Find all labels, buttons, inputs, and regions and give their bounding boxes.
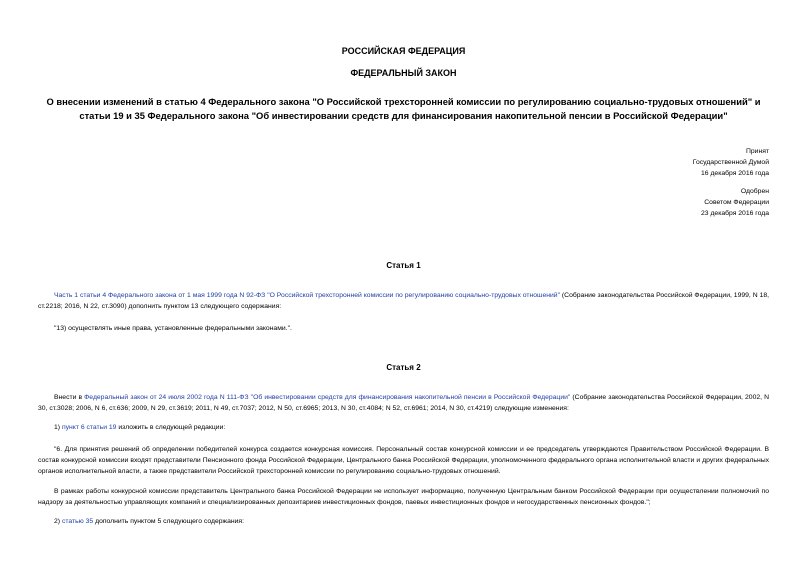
link-law-111fz[interactable]: Федеральный закон от 24 июля 2002 года N 111-ФЗ "Об инвестировании средств для финансирования накопительной пенсии в Российской Федерации" — [84, 394, 571, 401]
adoption-duma-date: 16 декабря 2016 года — [701, 170, 769, 177]
adoption-council-line: Одобрен — [740, 188, 769, 195]
article-1-heading: Статья 1 — [386, 261, 421, 270]
item-2-number: 2) — [54, 518, 62, 525]
title-link-article19: статьи 19 — [79, 110, 124, 121]
adoption-federation-council — [569, 186, 769, 219]
article-1-paragraph-1 — [38, 290, 769, 312]
article-2-heading: Статья 2 — [386, 363, 421, 372]
article-2-item-1 — [38, 422, 769, 433]
title-text-1: О внесении изменений в — [46, 96, 165, 107]
article-2-quoted-point-6: "6. Для принятия решений об определении победителей конкурса создается конкурсная комиссия. Персональный состав конкурсной комиссии и ее председатель утверждаются Правительством Российской Федерации. В состав конкурсной комиссии входят представители Пенсионного фонда Российской Федерации, Центрального банка Российской Федерации, уполномоченного федерального органа исполнительной власти и других федеральных органов исполнительной власти, а также представители Российской трехсторонней комиссии по регулированию социально-трудовых отношений. — [38, 446, 769, 475]
item-1-text: изложить в следующей редакции: — [116, 424, 226, 431]
article-2-quoted-paragraph-2: В рамках работы конкурсной комиссии представитель Центрального банка Российской Федерации не использует информацию, полученную Центральным банком Российской Федерации при осуществлении полномочий по надзору за деятельностью управляющих компаний и специализированных депозитариев инвестиционных фондов, паевых инвестиционных фондов и негосударственных пенсионных фондов."; — [38, 488, 769, 506]
item-2-text: дополнить пунктом 5 следующего содержания: — [93, 518, 244, 525]
link-law-92fz[interactable]: Часть 1 статьи 4 Федерального закона от 1 мая 1999 года N 92-ФЗ "О Российской трехсторонней комиссии по регулированию социально-трудовых отношений" — [54, 292, 561, 299]
item-1-number: 1) — [54, 424, 62, 431]
law-type-heading: ФЕДЕРАЛЬНЫЙ ЗАКОН — [350, 68, 457, 78]
adoption-duma — [569, 146, 769, 179]
title-text-3: и — [123, 110, 135, 121]
article-2-paragraph-1-text: (Собрание законодательства Российской Федерации, 2002, N 30, ст.3028; 2006, N 6, ст.636; 2009, N 29, ст.3619; 2011, N 49, ст.7037; 2012, N 50, ст.6965; 2013, N 30, ст.4084; N 52, ст.6961; 2014, N 30, ст.4219) следующие изменения: — [38, 394, 769, 412]
title-text-2: и — [752, 96, 761, 107]
article-2-item-2 — [38, 516, 769, 527]
article-1-paragraph-2: "13) осуществлять иные права, установленные федеральными законами.". — [54, 325, 292, 332]
title-link-article4: статью 4 Федерального закона "О Российской трехсторонней комиссии по регулированию социально-трудовых отношений" — [164, 96, 753, 107]
adoption-duma-line: Принят — [745, 148, 769, 155]
article-1-paragraph-1-text: (Собрание законодательства Российской Федерации, 1999, N 18, ст.2218; 2016, N 22, ст.3090) дополнить пунктом 13 следующего содержания: — [38, 292, 769, 310]
country-heading: РОССИЙСКАЯ ФЕДЕРАЦИЯ — [341, 46, 466, 56]
link-article-19-point-6[interactable]: пункт 6 статьи 19 — [61, 424, 117, 431]
link-article-35[interactable]: статью 35 — [61, 518, 94, 525]
title-link-article35: 35 Федерального закона "Об инвестировании средств для финансирования накопительной пенсии в Российской Федерации" — [134, 110, 728, 121]
adoption-council-line: Советом Федерации — [704, 199, 769, 206]
law-title — [38, 95, 769, 123]
adoption-council-date: 23 декабря 2016 года — [701, 210, 769, 217]
article-2-paragraph-1 — [38, 392, 769, 414]
article-2-paragraph-1-pre: Внести в — [54, 394, 85, 401]
adoption-duma-line: Государственной Думой — [692, 159, 769, 166]
